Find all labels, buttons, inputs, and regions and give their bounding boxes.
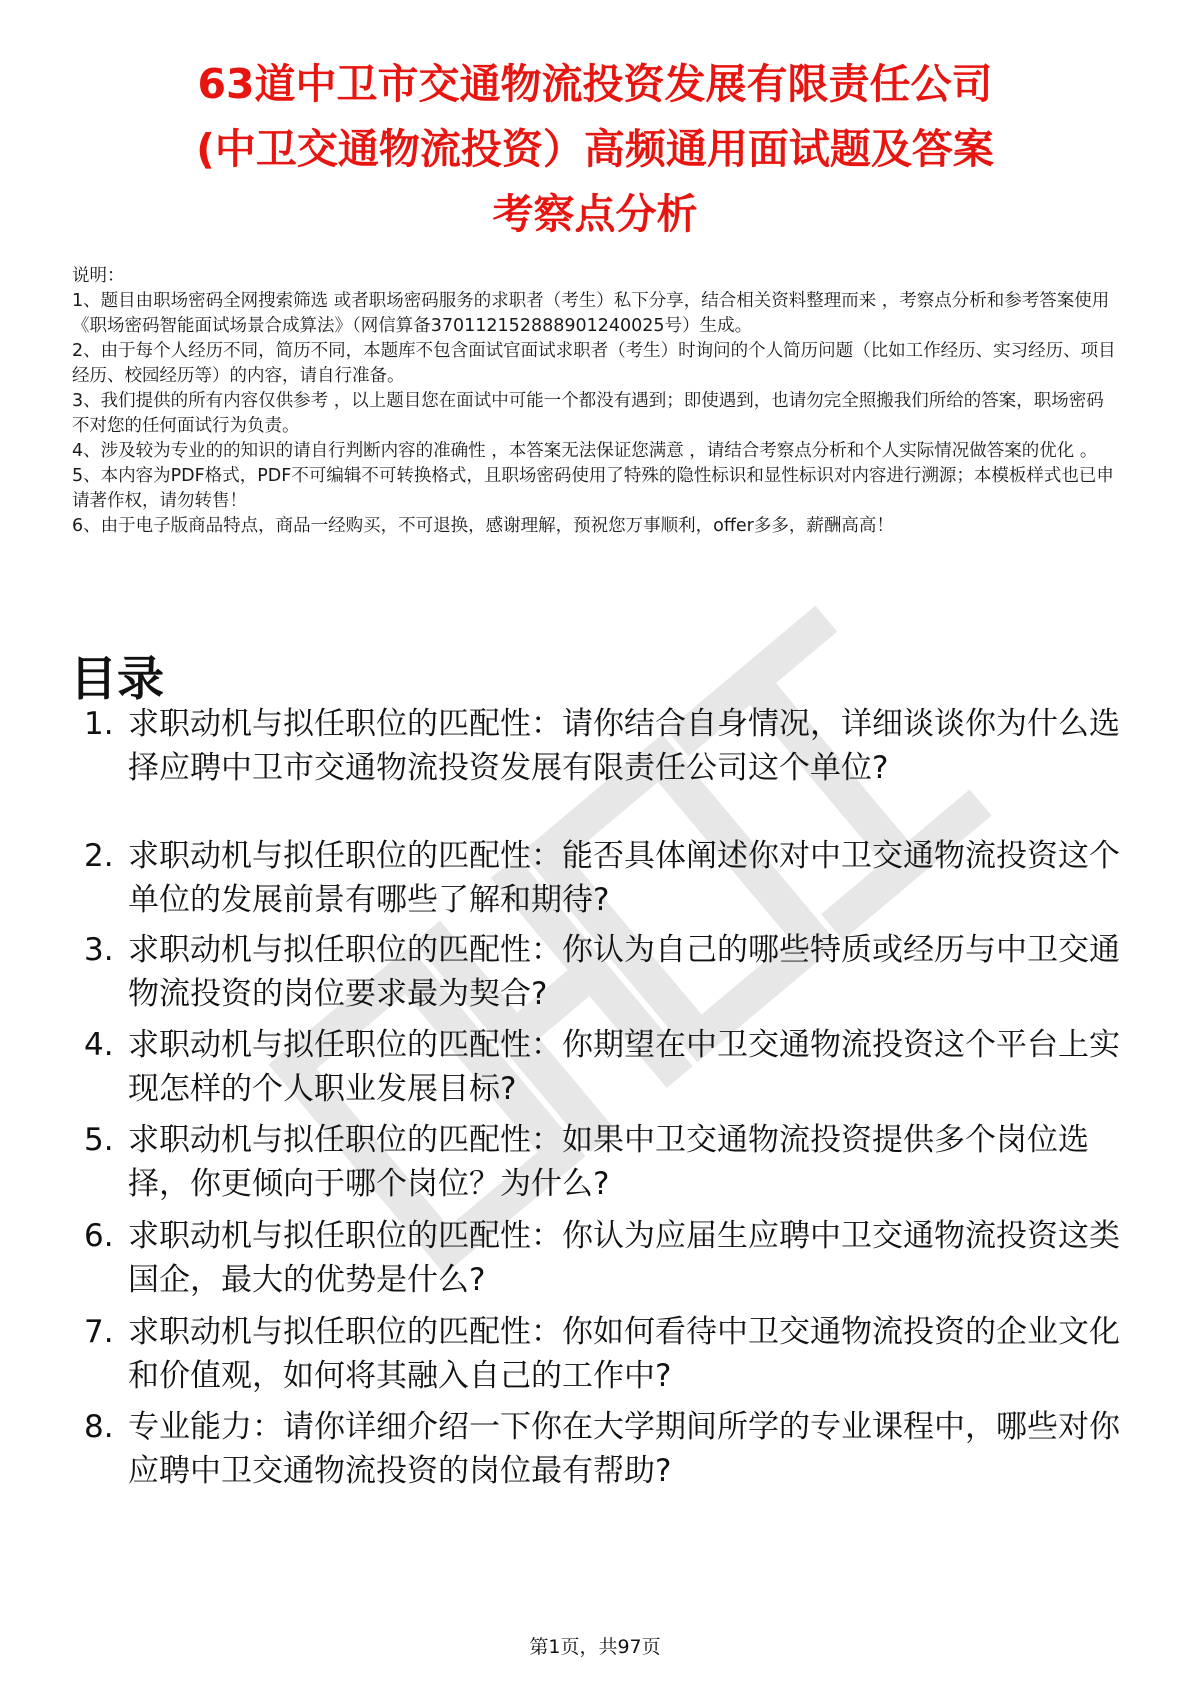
toc-item-6[interactable]	[84, 1214, 1124, 1302]
notes-section	[72, 264, 1118, 539]
document-title	[60, 52, 1130, 247]
toc-item-3[interactable]	[84, 928, 1124, 1016]
toc-item-text: 求职动机与拟任职位的匹配性：你如何看待中卫交通物流投资的企业文化和价值观，如何将其融入自己的工作中?	[128, 1314, 1120, 1394]
toc-item-1[interactable]	[84, 702, 1124, 790]
toc-item-7[interactable]	[84, 1310, 1124, 1398]
notes-label: 说明：	[72, 266, 125, 286]
toc-item-number: 7.	[84, 1314, 114, 1350]
toc-item-text: 求职动机与拟任职位的匹配性：你期望在中卫交通物流投资这个平台上实现怎样的个人职业发展目标?	[128, 1027, 1120, 1107]
toc-heading: 目录	[70, 652, 164, 707]
title-line-1: 63道中卫市交通物流投资发展有限责任公司	[197, 60, 993, 108]
toc-item-number: 6.	[84, 1218, 114, 1254]
toc-item-8[interactable]	[84, 1405, 1124, 1493]
note-item-6: 6、由于电子版商品特点，商品一经购买，不可退换，感谢理解，预祝您万事顺利，offer多多，薪酬高高！	[72, 516, 894, 536]
toc-item-text: 求职动机与拟任职位的匹配性：你认为自己的哪些特质或经历与中卫交通物流投资的岗位要求最为契合?	[128, 932, 1120, 1012]
toc-item-number: 5.	[84, 1122, 114, 1158]
note-item-1: 1、题目由职场密码全网搜索筛选 或者职场密码服务的求职者（考生）私下分享，结合相关资料整理而来 ，考察点分析和参考答案使用《职场密码智能面试场景合成算法》（网信算备370112152888901240025号）生成。	[72, 291, 1110, 336]
toc-item-text: 求职动机与拟任职位的匹配性：你认为应届生应聘中卫交通物流投资这类国企，最大的优势是什么?	[128, 1218, 1120, 1298]
toc-item-number: 8.	[84, 1409, 114, 1445]
note-item-4: 4、涉及较为专业的的知识的请自行判断内容的准确性 ，本答案无法保证您满意 ，请结合考察点分析和个人实际情况做答案的优化 。	[72, 441, 1098, 461]
note-item-3: 3、我们提供的所有内容仅供参考 ，以上题目您在面试中可能一个都没有遇到；即使遇到，也请勿完全照搬我们所给的答案，职场密码不对您的任何面试行为负责。	[72, 391, 1104, 436]
toc-item-text: 求职动机与拟任职位的匹配性：能否具体阐述你对中卫交通物流投资这个单位的发展前景有哪些了解和期待?	[128, 838, 1120, 918]
toc-item-text: 求职动机与拟任职位的匹配性：请你结合自身情况，详细谈谈你为什么选择应聘中卫市交通物流投资发展有限责任公司这个单位?	[128, 706, 1120, 786]
toc-item-text: 求职动机与拟任职位的匹配性：如果中卫交通物流投资提供多个岗位选择，你更倾向于哪个岗位？为什么?	[128, 1122, 1089, 1202]
toc-item-number: 4.	[84, 1027, 114, 1063]
title-line-2: (中卫交通物流投资）高频通用面试题及答案	[196, 125, 994, 173]
toc-item-4[interactable]	[84, 1023, 1124, 1111]
toc-item-number: 1.	[84, 706, 114, 742]
title-line-3: 考察点分析	[492, 190, 698, 238]
toc-item-text: 专业能力：请你详细介绍一下你在大学期间所学的专业课程中，哪些对你应聘中卫交通物流投资的岗位最有帮助?	[128, 1409, 1120, 1489]
note-item-2: 2、由于每个人经历不同，简历不同，本题库不包含面试官面试求职者（考生）时询问的个人简历问题（比如工作经历、实习经历、项目经历、校园经历等）的内容，请自行准备。	[72, 341, 1116, 386]
page-footer: 第1页，共97页	[529, 1636, 661, 1658]
toc-item-number: 3.	[84, 932, 114, 968]
toc-item-number: 2.	[84, 838, 114, 874]
note-item-5: 5、本内容为PDF格式，PDF不可编辑不可转换格式，且职场密码使用了特殊的隐性标识和显性标识对内容进行溯源；本模板样式也已申请著作权，请勿转售！	[72, 466, 1114, 511]
toc-item-5[interactable]	[84, 1118, 1124, 1206]
toc-item-2[interactable]	[84, 834, 1124, 922]
